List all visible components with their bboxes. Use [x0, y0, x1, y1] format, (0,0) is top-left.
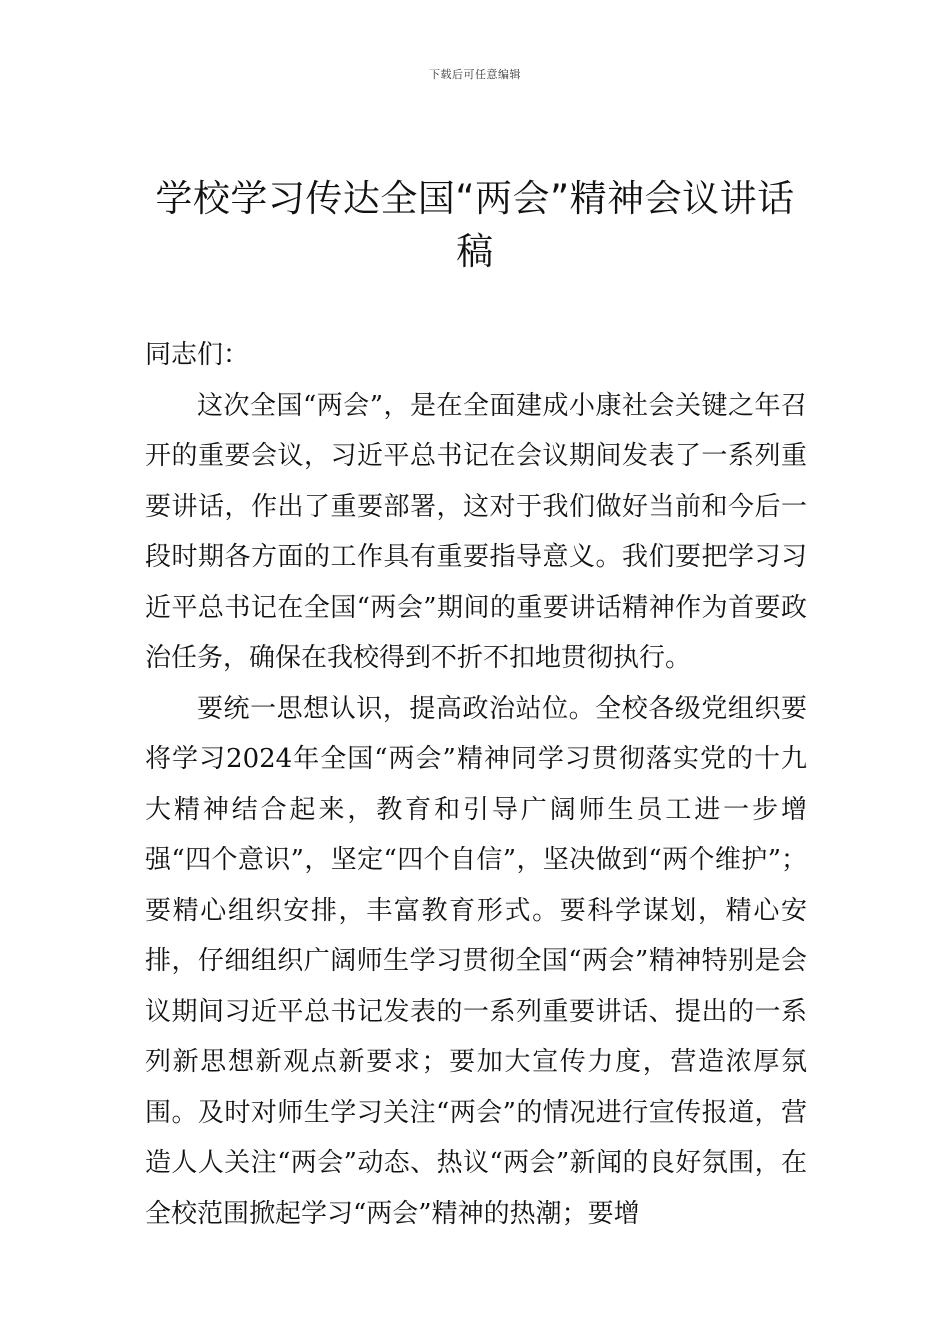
header-note: 下载后可任意编辑 [429, 68, 521, 81]
paragraph-2: 要统一思想认识，提高政治站位。全校各级党组织要将学习2024年全国“两会”精神同学习贯彻落实党的十九大精神结合起来，教育和引导广阔师生员工进一步增强“四个意识”，坚定“四个自信”，坚决做到“两个维护”；要精心组织安排，丰富教育形式。要科学谋划，精心安排，仔细组织广阔师生学习贯彻全国“两会”精神特别是会议期间习近平总书记发表的一系列重要讲话、提出的一系列新思想新观点新要求；要加大宣传力度，营造浓厚氛围。及时对师生学习关注“两会”的情况进行宣传报道，营造人人关注“两会”动态、热议“两会”新闻的良好氛围，在全校范围掀起学习“两会”精神的热潮；要增 [145, 693, 807, 1229]
salutation: 同志们： [145, 340, 250, 370]
document-body [145, 330, 807, 1239]
paragraph-1: 这次全国“两会”，是在全面建成小康社会关键之年召开的重要会议，习近平总书记在会议期间发表了一系列重要讲话，作出了重要部署，这对于我们做好当前和今后一段时期各方面的工作具有重要指导意义。我们要把学习习近平总书记在全国“两会”期间的重要讲话精神作为首要政治任务，确保在我校得到不折不扣地贯彻执行。 [145, 390, 807, 673]
document-title: 学校学习传达全国“两会”精神会议讲话稿 [155, 177, 795, 273]
